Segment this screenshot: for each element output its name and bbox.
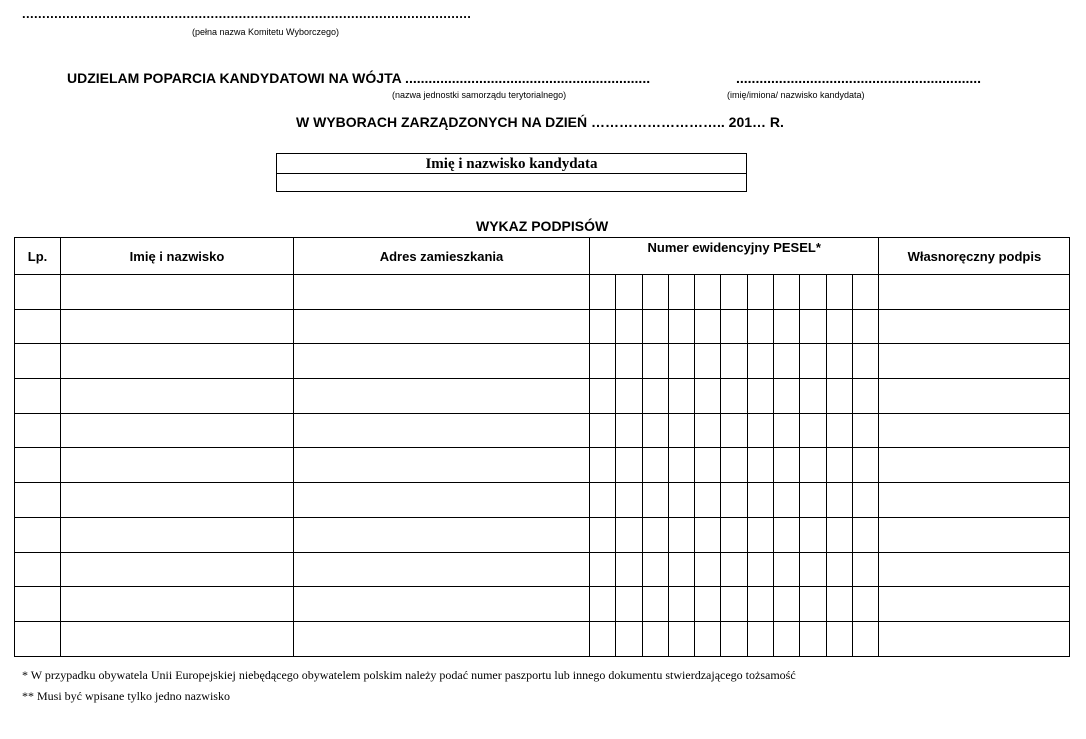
pesel-digit-cell[interactable] — [774, 587, 800, 622]
pesel-digit-cell[interactable] — [642, 275, 668, 310]
pesel-digit-cell[interactable] — [800, 379, 826, 414]
pesel-digit-cell[interactable] — [590, 275, 616, 310]
table-row — [15, 552, 1070, 587]
address-cell[interactable] — [294, 344, 590, 379]
pesel-digit-cell[interactable] — [616, 517, 642, 552]
name-cell[interactable] — [61, 413, 294, 448]
lp-cell[interactable] — [15, 552, 61, 587]
address-cell[interactable] — [294, 552, 590, 587]
signatures-title: WYKAZ PODPISÓW — [476, 218, 609, 234]
name-cell[interactable] — [61, 379, 294, 414]
signature-cell[interactable] — [879, 587, 1070, 622]
pesel-digit-cell[interactable] — [852, 309, 878, 344]
pesel-digit-cell[interactable] — [668, 621, 694, 656]
pesel-digit-cell[interactable] — [590, 413, 616, 448]
pesel-digit-cell[interactable] — [668, 483, 694, 518]
pesel-digit-cell[interactable] — [695, 344, 721, 379]
footnote-1: * W przypadku obywatela Unii Europejskiej niebędącego obywatelem polskim należy podać numer paszportu lub innego dokumentu stwierdzającego tożsamość — [22, 668, 796, 682]
pesel-digit-cell[interactable] — [721, 517, 747, 552]
pesel-digit-cell[interactable] — [642, 344, 668, 379]
pesel-digit-cell[interactable] — [616, 309, 642, 344]
pesel-digit-cell[interactable] — [668, 379, 694, 414]
pesel-digit-cell[interactable] — [852, 517, 878, 552]
pesel-digit-cell[interactable] — [616, 587, 642, 622]
name-cell[interactable] — [61, 275, 294, 310]
lp-cell[interactable] — [15, 379, 61, 414]
pesel-digit-cell[interactable] — [721, 344, 747, 379]
table-row — [15, 587, 1070, 622]
name-cell[interactable] — [61, 621, 294, 656]
pesel-digit-cell[interactable] — [747, 517, 773, 552]
address-cell[interactable] — [294, 621, 590, 656]
pesel-digit-cell[interactable] — [616, 621, 642, 656]
pesel-digit-cell[interactable] — [721, 621, 747, 656]
pesel-digit-cell[interactable] — [668, 552, 694, 587]
signature-cell[interactable] — [879, 621, 1070, 656]
signature-cell[interactable] — [879, 483, 1070, 518]
pesel-digit-cell[interactable] — [747, 344, 773, 379]
signature-cell[interactable] — [879, 517, 1070, 552]
pesel-digit-cell[interactable] — [642, 448, 668, 483]
pesel-digit-cell[interactable] — [826, 587, 852, 622]
pesel-digit-cell[interactable] — [590, 344, 616, 379]
signature-cell[interactable] — [879, 309, 1070, 344]
pesel-digit-cell[interactable] — [590, 621, 616, 656]
support-line: UDZIELAM POPARCIA KANDYDATOWI NA WÓJTA ............................................................... — [67, 70, 651, 86]
table-header-row — [15, 238, 1070, 275]
signature-cell[interactable] — [879, 448, 1070, 483]
col-header-address: Adres zamieszkania — [294, 238, 590, 275]
pesel-digit-cell[interactable] — [800, 587, 826, 622]
pesel-digit-cell[interactable] — [721, 275, 747, 310]
address-cell[interactable] — [294, 379, 590, 414]
pesel-digit-cell[interactable] — [747, 483, 773, 518]
pesel-digit-cell[interactable] — [774, 483, 800, 518]
pesel-digit-cell[interactable] — [721, 552, 747, 587]
pesel-digit-cell[interactable] — [747, 621, 773, 656]
pesel-digit-cell[interactable] — [774, 552, 800, 587]
col-header-lp: Lp. — [15, 238, 61, 275]
pesel-digit-cell[interactable] — [774, 275, 800, 310]
pesel-digit-cell[interactable] — [826, 483, 852, 518]
pesel-digit-cell[interactable] — [800, 448, 826, 483]
pesel-digit-cell[interactable] — [747, 552, 773, 587]
pesel-digit-cell[interactable] — [747, 587, 773, 622]
pesel-digit-cell[interactable] — [668, 275, 694, 310]
signature-cell[interactable] — [879, 552, 1070, 587]
pesel-digit-cell[interactable] — [590, 309, 616, 344]
pesel-digit-cell[interactable] — [642, 483, 668, 518]
col-header-signature: Własnoręczny podpis — [879, 238, 1070, 275]
lp-cell[interactable] — [15, 621, 61, 656]
pesel-digit-cell[interactable] — [721, 483, 747, 518]
pesel-digit-cell[interactable] — [695, 413, 721, 448]
pesel-digit-cell[interactable] — [747, 379, 773, 414]
committee-caption: (pełna nazwa Komitetu Wyborczego) — [192, 27, 339, 37]
pesel-digit-cell[interactable] — [590, 517, 616, 552]
pesel-digit-cell[interactable] — [695, 517, 721, 552]
pesel-digit-cell[interactable] — [668, 413, 694, 448]
pesel-digit-cell[interactable] — [642, 621, 668, 656]
lp-cell[interactable] — [15, 344, 61, 379]
pesel-digit-cell[interactable] — [642, 309, 668, 344]
pesel-digit-cell[interactable] — [616, 483, 642, 518]
pesel-digit-cell[interactable] — [852, 483, 878, 518]
address-cell[interactable] — [294, 448, 590, 483]
pesel-digit-cell[interactable] — [721, 413, 747, 448]
pesel-digit-cell[interactable] — [774, 379, 800, 414]
pesel-digit-cell[interactable] — [826, 552, 852, 587]
pesel-digit-cell[interactable] — [616, 413, 642, 448]
name-cell[interactable] — [61, 344, 294, 379]
pesel-digit-cell[interactable] — [590, 483, 616, 518]
candidate-name-field[interactable] — [277, 174, 747, 192]
lp-cell[interactable] — [15, 309, 61, 344]
table-row — [15, 621, 1070, 656]
pesel-digit-cell[interactable] — [721, 448, 747, 483]
pesel-digit-cell[interactable] — [747, 275, 773, 310]
name-cell[interactable] — [61, 483, 294, 518]
table-row — [15, 309, 1070, 344]
table-row — [15, 483, 1070, 518]
pesel-digit-cell[interactable] — [774, 413, 800, 448]
footnote-2: ** Musi być wpisane tylko jedno nazwisko — [22, 689, 230, 703]
pesel-digit-cell[interactable] — [826, 621, 852, 656]
signature-cell[interactable] — [879, 275, 1070, 310]
name-cell[interactable] — [61, 552, 294, 587]
pesel-digit-cell[interactable] — [852, 552, 878, 587]
pesel-digit-cell[interactable] — [800, 483, 826, 518]
pesel-digit-cell[interactable] — [747, 448, 773, 483]
pesel-digit-cell[interactable] — [774, 448, 800, 483]
pesel-digit-cell[interactable] — [642, 552, 668, 587]
pesel-digit-cell[interactable] — [695, 275, 721, 310]
address-cell[interactable] — [294, 587, 590, 622]
address-cell[interactable] — [294, 483, 590, 518]
election-date-line: W WYBORACH ZARZĄDZONYCH NA DZIEŃ ……………………….. 201… R. — [296, 114, 784, 130]
pesel-digit-cell[interactable] — [668, 448, 694, 483]
pesel-digit-cell[interactable] — [590, 379, 616, 414]
pesel-digit-cell[interactable] — [590, 587, 616, 622]
pesel-digit-cell[interactable] — [774, 621, 800, 656]
pesel-digit-cell[interactable] — [721, 587, 747, 622]
lp-cell[interactable] — [15, 483, 61, 518]
candidate-name-caption: (imię/imiona/ nazwisko kandydata) — [727, 90, 865, 100]
pesel-digit-cell[interactable] — [774, 309, 800, 344]
pesel-digit-cell[interactable] — [642, 587, 668, 622]
signature-cell[interactable] — [879, 379, 1070, 414]
pesel-digit-cell[interactable] — [852, 413, 878, 448]
table-row — [15, 448, 1070, 483]
pesel-digit-cell[interactable] — [774, 344, 800, 379]
pesel-digit-cell[interactable] — [800, 552, 826, 587]
pesel-digit-cell[interactable] — [800, 413, 826, 448]
table-row — [15, 275, 1070, 310]
address-cell[interactable] — [294, 309, 590, 344]
pesel-digit-cell[interactable] — [852, 344, 878, 379]
committee-name-line[interactable]: ................................................................................................................ — [22, 6, 472, 21]
pesel-digit-cell[interactable] — [747, 309, 773, 344]
pesel-digit-cell[interactable] — [668, 309, 694, 344]
pesel-digit-cell[interactable] — [668, 517, 694, 552]
pesel-digit-cell[interactable] — [642, 413, 668, 448]
pesel-digit-cell[interactable] — [747, 413, 773, 448]
pesel-digit-cell[interactable] — [695, 448, 721, 483]
col-header-pesel: Numer ewidencyjny PESEL* — [590, 238, 879, 275]
pesel-digit-cell[interactable] — [800, 309, 826, 344]
name-cell[interactable] — [61, 517, 294, 552]
candidate-box-header: Imię i nazwisko kandydata — [277, 154, 747, 174]
lp-cell[interactable] — [15, 413, 61, 448]
pesel-digit-cell[interactable] — [852, 621, 878, 656]
pesel-digit-cell[interactable] — [695, 587, 721, 622]
pesel-digit-cell[interactable] — [826, 448, 852, 483]
pesel-digit-cell[interactable] — [721, 379, 747, 414]
address-cell[interactable] — [294, 517, 590, 552]
table-row — [15, 344, 1070, 379]
lp-cell[interactable] — [15, 587, 61, 622]
pesel-digit-cell[interactable] — [695, 309, 721, 344]
pesel-digit-cell[interactable] — [642, 379, 668, 414]
pesel-digit-cell[interactable] — [826, 379, 852, 414]
signature-cell[interactable] — [879, 344, 1070, 379]
pesel-digit-cell[interactable] — [826, 309, 852, 344]
signature-cell[interactable] — [879, 413, 1070, 448]
name-cell[interactable] — [61, 448, 294, 483]
address-cell[interactable] — [294, 413, 590, 448]
pesel-digit-cell[interactable] — [695, 621, 721, 656]
pesel-digit-cell[interactable] — [616, 275, 642, 310]
pesel-digit-cell[interactable] — [852, 448, 878, 483]
pesel-digit-cell[interactable] — [695, 483, 721, 518]
pesel-digit-cell[interactable] — [695, 379, 721, 414]
pesel-digit-cell[interactable] — [721, 309, 747, 344]
pesel-digit-cell[interactable] — [590, 552, 616, 587]
table-row — [15, 517, 1070, 552]
signatures-table — [14, 237, 1070, 657]
lp-cell[interactable] — [15, 517, 61, 552]
table-row — [15, 413, 1070, 448]
pesel-digit-cell[interactable] — [668, 344, 694, 379]
pesel-digit-cell[interactable] — [695, 552, 721, 587]
candidate-name-dots[interactable]: ............................................................... — [736, 70, 982, 86]
name-cell[interactable] — [61, 587, 294, 622]
pesel-digit-cell[interactable] — [616, 448, 642, 483]
pesel-digit-cell[interactable] — [826, 413, 852, 448]
pesel-digit-cell[interactable] — [852, 275, 878, 310]
pesel-digit-cell[interactable] — [774, 517, 800, 552]
pesel-digit-cell[interactable] — [616, 379, 642, 414]
pesel-digit-cell[interactable] — [590, 448, 616, 483]
pesel-digit-cell[interactable] — [852, 587, 878, 622]
pesel-digit-cell[interactable] — [642, 517, 668, 552]
pesel-digit-cell[interactable] — [616, 344, 642, 379]
pesel-digit-cell[interactable] — [852, 379, 878, 414]
pesel-digit-cell[interactable] — [800, 517, 826, 552]
col-header-name: Imię i nazwisko — [61, 238, 294, 275]
pesel-digit-cell[interactable] — [668, 587, 694, 622]
pesel-digit-cell[interactable] — [800, 621, 826, 656]
pesel-digit-cell[interactable] — [800, 344, 826, 379]
lp-cell[interactable] — [15, 275, 61, 310]
pesel-digit-cell[interactable] — [826, 344, 852, 379]
pesel-digit-cell[interactable] — [826, 275, 852, 310]
pesel-digit-cell[interactable] — [800, 275, 826, 310]
pesel-digit-cell[interactable] — [616, 552, 642, 587]
unit-caption: (nazwa jednostki samorządu terytorialnego) — [392, 90, 567, 100]
name-cell[interactable] — [61, 309, 294, 344]
pesel-digit-cell[interactable] — [826, 517, 852, 552]
candidate-box — [276, 153, 747, 192]
table-row — [15, 379, 1070, 414]
address-cell[interactable] — [294, 275, 590, 310]
lp-cell[interactable] — [15, 448, 61, 483]
